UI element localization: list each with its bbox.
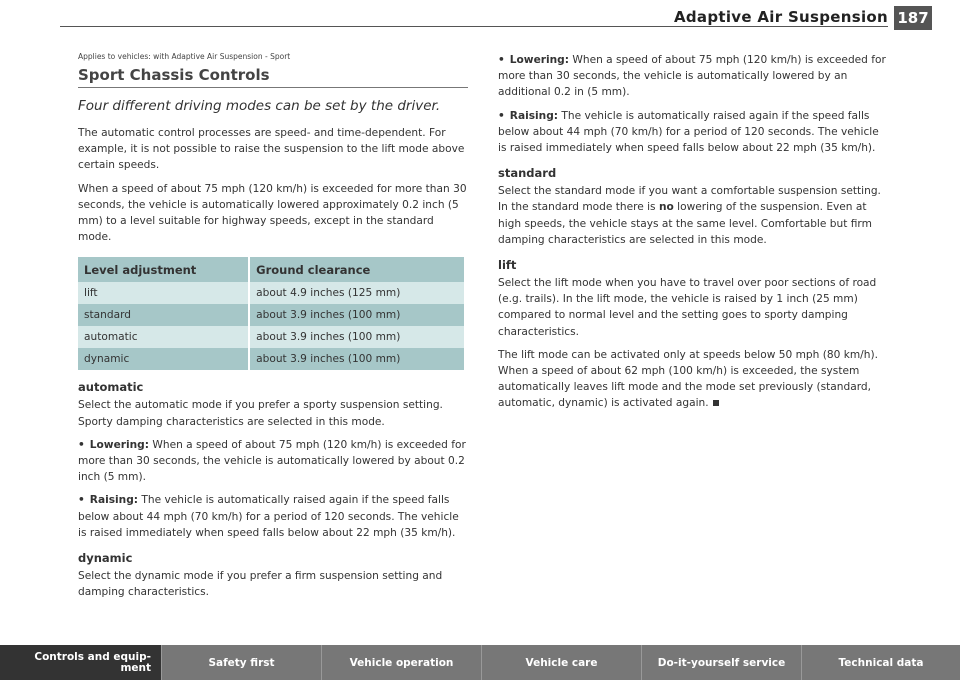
level-table <box>76 257 466 370</box>
bullet-label: Lowering: <box>509 54 569 66</box>
bullet-item <box>498 52 888 101</box>
table-row <box>78 282 464 304</box>
table-row <box>78 304 464 326</box>
bullet-icon: • <box>78 438 85 451</box>
table-cell: about 3.9 inches (100 mm) <box>250 348 464 370</box>
table-cell: dynamic <box>78 348 248 370</box>
bullet-text: When a speed of about 75 mph (120 km/h) is exceeded for more than 30 seconds, the vehicle is automatically lowered by about 0.2 inch (5 mm). <box>78 438 466 484</box>
paragraph: The automatic control processes are speed- and time-dependent. For example, it is not possible to raise the suspension to the lift mode above certain speeds. <box>78 127 465 172</box>
table-cell: about 3.9 inches (100 mm) <box>250 326 464 348</box>
tab-do-it-yourself-service[interactable]: Do-it-yourself service <box>642 645 802 680</box>
applies-to-note: Applies to vehicles: with Adaptive Air Suspension - Sport <box>78 52 291 61</box>
bullet-item <box>78 492 468 541</box>
bullet-text: When a speed of about 75 mph (120 km/h) is exceeded for more than 30 seconds, the vehicle is automatically lowered by an additional 0.2 in (5 mm). <box>498 54 886 99</box>
page-number: 187 <box>894 6 932 30</box>
paragraph <box>498 347 888 412</box>
tab-label: ment <box>120 661 151 674</box>
lift-heading: lift <box>498 258 517 273</box>
bullet-item <box>498 108 888 157</box>
left-column <box>78 52 468 607</box>
standard-text-a: Select the standard mode if you want a comfortable suspension setting. In the standard mode there is <box>498 185 881 214</box>
bullet-label: Raising: <box>509 109 559 122</box>
section-intro: Four different driving modes can be set by the driver. <box>78 98 441 114</box>
table-row <box>78 348 464 370</box>
paragraph <box>498 183 888 248</box>
footer-nav <box>0 645 960 680</box>
tab-vehicle-operation[interactable]: Vehicle operation <box>322 645 482 680</box>
table-header: Level adjustment <box>78 257 248 282</box>
tab-technical-data[interactable]: Technical data <box>802 645 960 680</box>
standard-heading: standard <box>498 166 557 181</box>
bullet-label: Lowering: <box>89 438 149 451</box>
standard-text-b: lowering of the suspension. Even at high speeds, the vehicle stays at the same level. Comfortable but firm damping characteristics are selected in this mode. <box>498 201 872 246</box>
bullet-icon: • <box>78 494 85 507</box>
header-rule <box>60 26 888 27</box>
automatic-heading: automatic <box>78 380 144 395</box>
right-column <box>498 52 888 419</box>
bullet-text: The vehicle is automatically raised again if the speed falls below about 44 mph (70 km/h) for a period of 120 seconds. The vehicle is raised immediately when speed falls below about 22 mph (35 km/h). <box>498 109 879 155</box>
bullet-icon: • <box>498 54 505 66</box>
table-cell: about 3.9 inches (100 mm) <box>250 304 464 326</box>
bullet-text: The vehicle is automatically raised again if the speed falls below about 44 mph (70 km/h) for a period of 120 seconds. The vehicle is raised immediately when speed falls below about 22 mph (35 km/h). <box>78 494 459 539</box>
tab-controls-and-equipment[interactable] <box>0 645 162 680</box>
table-cell: about 4.9 inches (125 mm) <box>250 282 464 304</box>
table-cell: lift <box>78 282 248 304</box>
paragraph: Select the automatic mode if you prefer a sporty suspension setting. Sporty damping characteristics are selected in this mode. <box>78 399 443 428</box>
bullet-item <box>78 437 468 486</box>
end-of-section-icon <box>713 400 719 406</box>
bullet-label: Raising: <box>89 494 139 507</box>
page-header <box>0 0 960 28</box>
table-row <box>78 326 464 348</box>
tab-vehicle-care[interactable]: Vehicle care <box>482 645 642 680</box>
tab-safety-first[interactable]: Safety first <box>162 645 322 680</box>
bullet-icon: • <box>498 109 505 122</box>
table-cell: standard <box>78 304 248 326</box>
table-header: Ground clearance <box>250 257 464 282</box>
lift-text-2: The lift mode can be activated only at speeds below 50 mph (80 km/h). When a speed of about 62 mph (100 km/h) is exceeded, the system automatically leaves lift mode and the mode set previously (standard, automatic, dynamic) is activated again. <box>498 348 878 410</box>
paragraph: Select the dynamic mode if you prefer a firm suspension setting and damping characteristics. <box>78 570 443 599</box>
paragraph: Select the lift mode when you have to travel over poor sections of road (e.g. trails). In the lift mode, the vehicle is raised by 1 inch (25 mm) compared to normal level and the setting goes to sporty damping characteristics. <box>498 277 877 338</box>
dynamic-heading: dynamic <box>78 551 133 566</box>
paragraph: When a speed of about 75 mph (120 km/h) is exceeded for more than 30 seconds, the vehicle is automatically lowered approximately 0.2 inch (5 mm) to a level suitable for highway speeds, except in the standard mode. <box>78 182 467 244</box>
table-cell: automatic <box>78 326 248 348</box>
chapter-title: Adaptive Air Suspension <box>673 8 888 26</box>
tab-label: Controls and equip- <box>34 650 151 663</box>
section-title: Sport Chassis Controls <box>78 66 468 88</box>
standard-text-no: no <box>658 201 674 214</box>
